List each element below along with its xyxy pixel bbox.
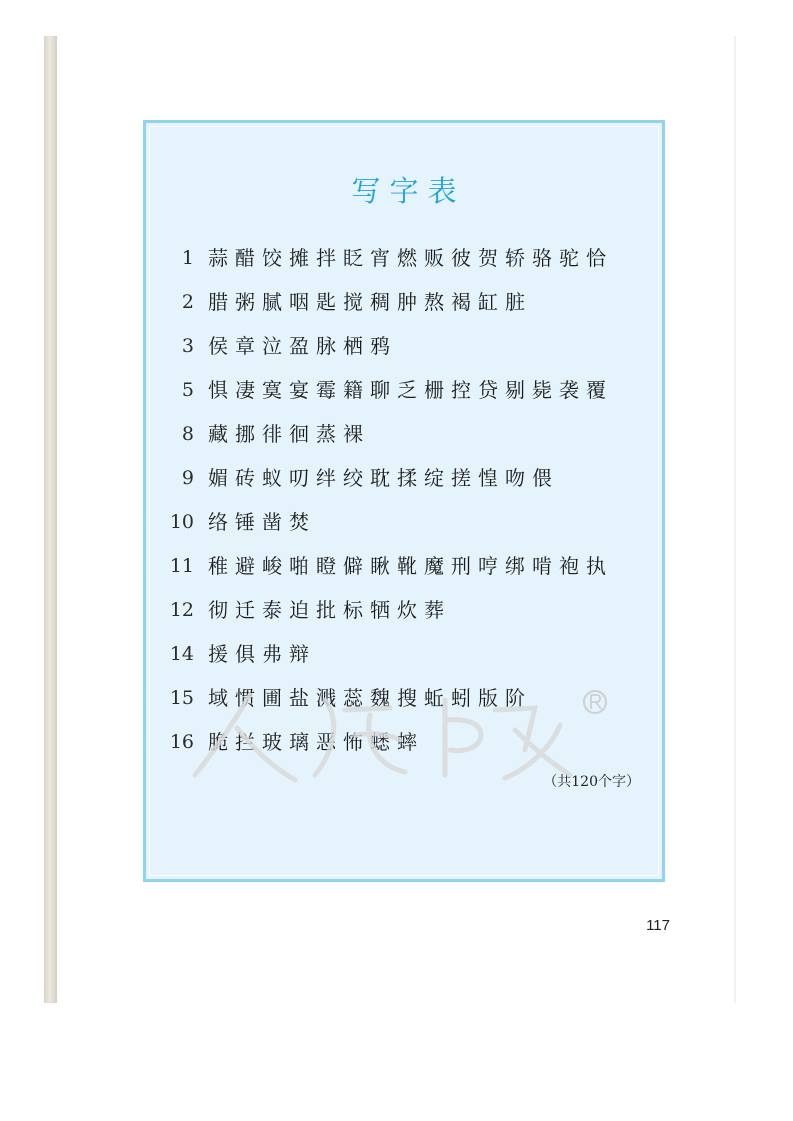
list-item: [146, 419, 662, 449]
box-inner-border: [149, 126, 659, 876]
character-row: 腊粥腻咽匙搅稠肿熬褐缸脏: [208, 290, 532, 314]
lesson-number: 11: [169, 555, 194, 577]
lesson-number: 14: [169, 643, 194, 665]
list-item: [146, 507, 662, 537]
lesson-number: 16: [169, 731, 194, 753]
character-row: 媚砖蚁叨绊绞耽揉绽搓惶吻偎: [208, 466, 559, 490]
list-item: [146, 727, 662, 757]
character-row: 藏挪徘徊蒸裸: [208, 422, 370, 446]
lesson-number: 5: [181, 379, 194, 401]
page-edge: [734, 36, 736, 1003]
list-item: [146, 331, 662, 361]
character-row: 彻迁泰迫批标牺炊葬: [208, 598, 451, 622]
list-item: [146, 287, 662, 317]
lesson-number: 10: [169, 511, 194, 533]
page-title: 写字表: [351, 174, 466, 208]
list-item: [146, 639, 662, 669]
page-number: 117: [646, 917, 670, 934]
character-row: 络锤凿焚: [208, 510, 316, 534]
list-item: [146, 551, 662, 581]
character-row: 侯章泣盈脉栖鸦: [208, 334, 397, 358]
lesson-number: 2: [181, 291, 194, 313]
character-total: （共120个字）: [543, 774, 640, 790]
writing-table-box: [143, 120, 665, 882]
book-spine-shadow: [44, 36, 57, 1003]
lesson-number: 8: [181, 423, 194, 445]
lesson-number: 3: [181, 335, 194, 357]
character-row: 脆拦玻璃恶怖蟋蟀: [208, 730, 424, 754]
lesson-number: 12: [169, 599, 194, 621]
character-row: 援俱弗辩: [208, 642, 316, 666]
list-item: [146, 463, 662, 493]
list-item: [146, 595, 662, 625]
list-item: [146, 375, 662, 405]
character-row: 惧凄寞宴霉籍聊乏栅控贷剔毙袭覆: [208, 378, 613, 402]
character-row: 稚避峻啪瞪僻瞅靴魔刑哼绑啃袍执: [208, 554, 613, 578]
lesson-number: 1: [181, 247, 194, 269]
list-item: [146, 243, 662, 273]
character-row: 蒜醋饺摊拌眨宵燃贩彼贺轿骆驼恰: [208, 246, 613, 270]
lesson-number: 9: [181, 467, 194, 489]
list-item: [146, 683, 662, 713]
lesson-number: 15: [169, 687, 194, 709]
character-row: 域惯圃盐溅蕊魏搜蚯蚓版阶: [208, 686, 532, 710]
